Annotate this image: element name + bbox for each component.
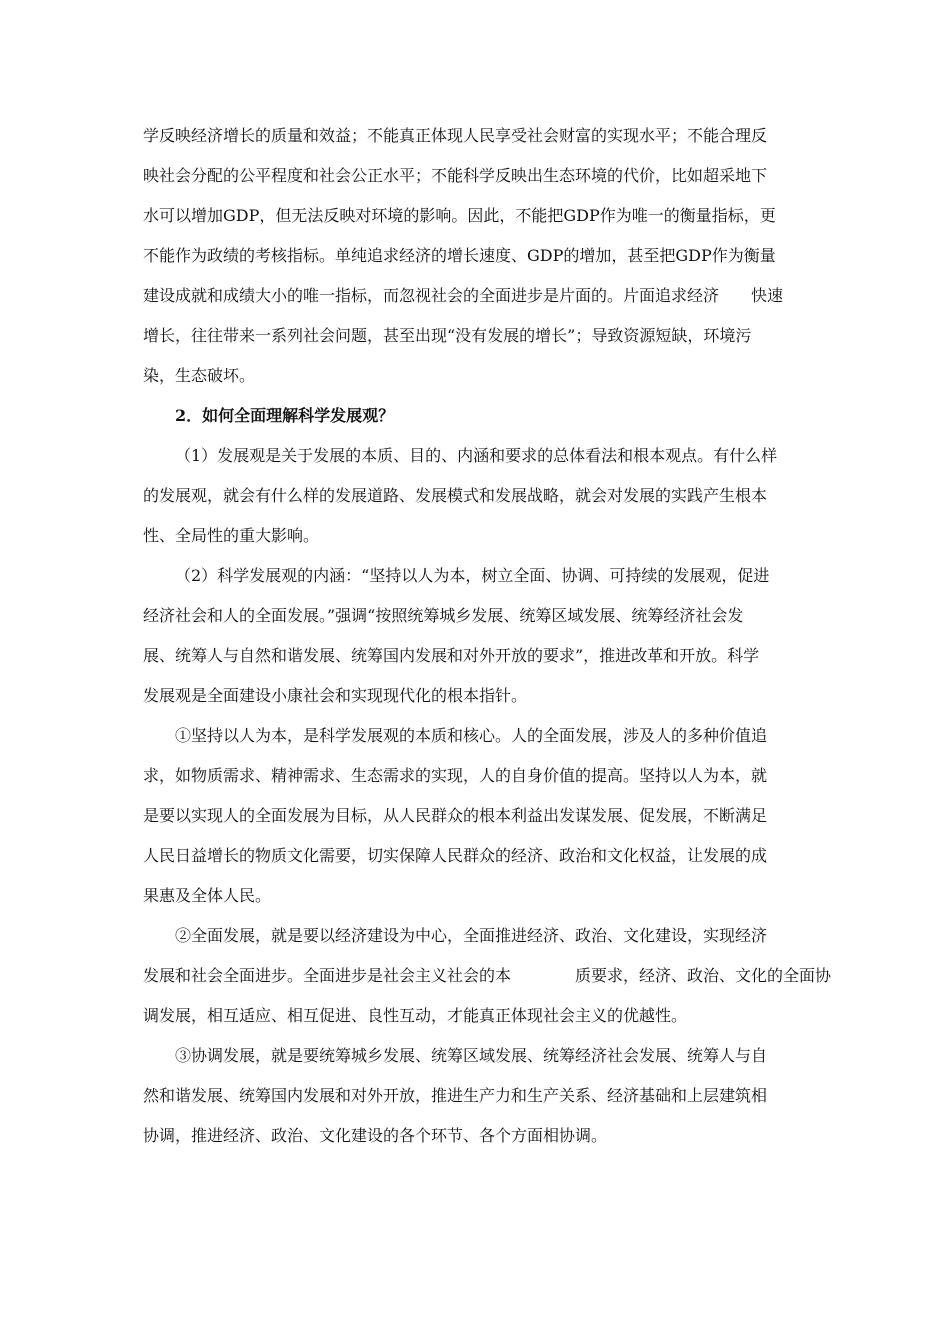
paragraph-line: 调发展，相互适应、相互促进、良性互动，才能真正体现社会主义的优越性。 (143, 1006, 688, 1025)
paragraph-line: 是要以实现人的全面发展为目标，从人民群众的根本利益出发谋发展、促发展，不断满足 (143, 806, 768, 825)
paragraph-line: 果惠及全体人民。 (143, 886, 272, 905)
paragraph-line: 性、全局性的重大影响。 (143, 526, 320, 545)
paragraph-line: 染，生态破坏。 (143, 366, 256, 385)
section-heading: 2．如何全面理解科学发展观？ (175, 406, 395, 425)
paragraph-line: 不能作为政绩的考核指标。单纯追求经济的增长速度、GDP的增加，甚至把GDP作为衡量 (143, 246, 776, 265)
paragraph-line: 发展和社会全面进步。全面进步是社会主义社会的本 质要求，经济、政治、文化的全面协 (143, 966, 832, 985)
paragraph-line: ③协调发展，就是要统筹城乡发展、统筹区域发展、统筹经济社会发展、统筹人与自 (175, 1046, 768, 1065)
paragraph-line: 协调，推进经济、政治、文化建设的各个环节、各个方面相协调。 (143, 1126, 608, 1145)
paragraph-line: 建设成就和成绩大小的唯一指标，而忽视社会的全面进步是片面的。片面追求经济 快速 (143, 286, 784, 305)
paragraph-line: ②全面发展，就是要以经济建设为中心，全面推进经济、政治、文化建设，实现经济 (175, 926, 768, 945)
paragraph-line: （2）科学发展观的内涵：“坚持以人为本，树立全面、协调、可持续的发展观，促进 (175, 566, 770, 585)
paragraph-line: 增长，往往带来一系列社会问题，甚至出现“没有发展的增长”；导致资源短缺，环境污 (143, 326, 752, 345)
paragraph-line: 的发展观，就会有什么样的发展道路、发展模式和发展战略，就会对发展的实践产生根本 (143, 486, 768, 505)
paragraph-line: 映社会分配的公平程度和社会公正水平；不能科学反映出生态环境的代价，比如超采地下 (143, 166, 768, 185)
paragraph-line: 然和谐发展、统筹国内发展和对外开放，推进生产力和生产关系、经济基础和上层建筑相 (143, 1086, 768, 1105)
paragraph-line: 经济社会和人的全面发展。”强调“按照统筹城乡发展、统筹区域发展、统筹经济社会发 (143, 606, 744, 625)
paragraph-line: 发展观是全面建设小康社会和实现现代化的根本指针。 (143, 686, 528, 705)
paragraph-line: （1）发展观是关于发展的本质、目的、内涵和要求的总体看法和根本观点。有什么样 (175, 446, 778, 465)
paragraph-line: 人民日益增长的物质文化需要，切实保障人民群众的经济、政治和文化权益，让发展的成 (143, 846, 768, 865)
paragraph-line: 求，如物质需求、精神需求、生态需求的实现，人的自身价值的提高。坚持以人为本，就 (143, 766, 768, 785)
paragraph-line: 水可以增加GDP，但无法反映对环境的影响。因此，不能把GDP作为唯一的衡量指标，更 (143, 206, 776, 225)
paragraph-line: ①坚持以人为本，是科学发展观的本质和核心。人的全面发展，涉及人的多种价值追 (175, 726, 768, 745)
paragraph-line: 展、统筹人与自然和谐发展、统筹国内发展和对外开放的要求”，推进改革和开放。科学 (143, 646, 760, 665)
paragraph-line: 学反映经济增长的质量和效益；不能真正体现人民享受社会财富的实现水平；不能合理反 (143, 126, 768, 145)
